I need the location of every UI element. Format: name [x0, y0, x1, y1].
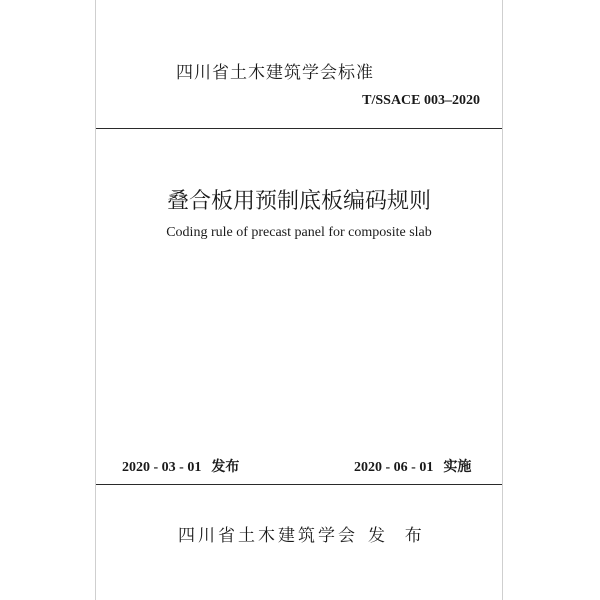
implementation-date: 2020 - 06 - 01 [354, 460, 434, 475]
top-divider [96, 128, 502, 129]
standard-cover [95, 0, 503, 600]
issuer-action: 发 布 [368, 526, 425, 546]
issuer-name: 四川省土木建筑学会 [178, 526, 358, 546]
document-title-english: Coding rule of precast panel for composite slab [166, 225, 432, 240]
issue-date-block [122, 456, 239, 476]
implementation-date-block [354, 456, 471, 476]
bottom-divider [96, 484, 502, 485]
issue-label: 发布 [211, 459, 240, 475]
issuing-organization [178, 521, 425, 546]
document-title-chinese: 叠合板用预制底板编码规则 [166, 189, 431, 214]
implementation-label: 实施 [443, 459, 472, 475]
standard-number: T/SSACE 003–2020 [362, 93, 480, 108]
issue-date: 2020 - 03 - 01 [122, 460, 202, 475]
organization-standard-label: 四川省土木建筑学会标准 [176, 63, 374, 83]
